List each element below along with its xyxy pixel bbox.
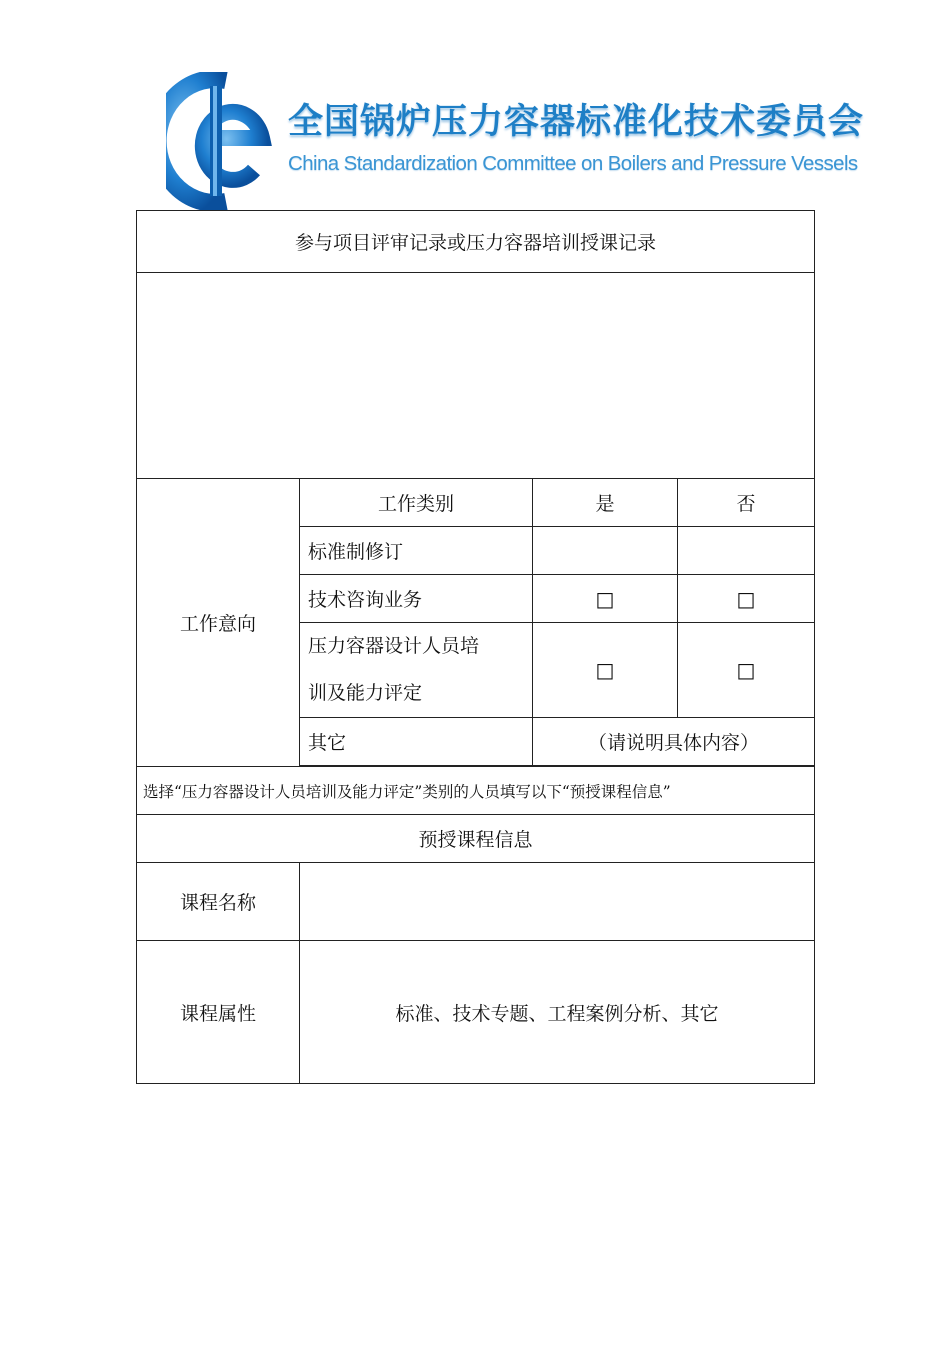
record-title: 参与项目评审记录或压力容器培训授课记录 [137,211,815,273]
column-header-category: 工作类别 [300,479,533,527]
standard-revision-yes-cell[interactable] [533,527,678,575]
course-section-title: 预授课程信息 [137,815,815,863]
design-training-line2: 训及能力评定 [308,682,423,704]
category-other: 其它 [300,718,533,766]
org-name-cn: 全国锅炉压力容器标准化技术委员会 [288,102,865,142]
header [160,72,865,210]
course-name-label: 课程名称 [137,863,300,941]
column-header-no: 否 [678,479,815,527]
category-standard-revision: 标准制修订 [300,527,533,575]
column-header-yes: 是 [533,479,678,527]
course-name-field[interactable] [300,863,815,941]
ce-logo-icon [166,72,274,210]
standard-revision-no-cell[interactable] [678,527,815,575]
other-detail-field[interactable]: （请说明具体内容） [533,718,815,766]
design-training-yes-checkbox[interactable]: □ [595,658,615,682]
design-training-no-checkbox[interactable]: □ [736,658,756,682]
work-intent-label: 工作意向 [137,479,300,767]
record-content-area[interactable] [137,273,815,479]
application-form-table [136,210,815,1084]
category-tech-consulting: 技术咨询业务 [300,575,533,623]
course-attr-label: 课程属性 [137,941,300,1084]
tech-consulting-yes-checkbox[interactable]: □ [595,586,615,611]
design-training-line1: 压力容器设计人员培 [308,635,480,657]
course-info-note: 选择“压力容器设计人员培训及能力评定”类别的人员填写以下“预授课程信息” [137,767,815,815]
course-attr-field[interactable]: 标准、技术专题、工程案例分析、其它 [300,941,815,1084]
tech-consulting-no-checkbox[interactable]: □ [736,586,756,611]
org-name-en: China Standardization Committee on Boilers and Pressure Vessels [288,152,858,175]
category-design-training [300,623,533,718]
